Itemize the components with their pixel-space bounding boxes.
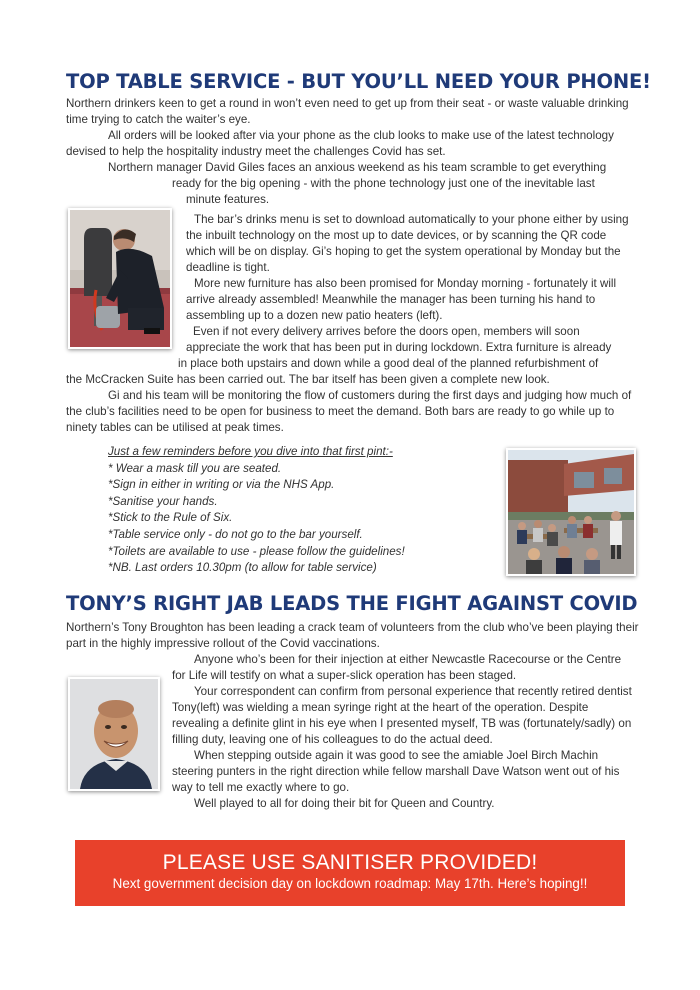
banner-subline: Next government decision day on lockdown roadmap: May 17th. Here’s hoping!! bbox=[112, 876, 588, 891]
article1-paragraph-7: Gi and his team will be monitoring the flow of customers during the first days and judging how much of the club’s facilities need to be open for business to meet the demand. Both bars are ready to go while up to ninety tables can be utilised at peak times. bbox=[66, 389, 632, 434]
reminder-item: *NB. Last orders 10.30pm (to allow for table service) bbox=[108, 561, 377, 575]
article2-paragraph-2: Anyone who’s been for their injection at either Newcastle Racecourse or the Centre for Life will testify on what a super-slick operation has been staged. bbox=[172, 653, 622, 682]
reminder-item: *Sanitise your hands. bbox=[108, 494, 218, 508]
article1-paragraph-6d: the McCracken Suite has been carried out. The bar itself has been given a complete new look. bbox=[66, 373, 550, 386]
sanitiser-banner bbox=[75, 840, 625, 906]
banner-headline: PLEASE USE SANITISER PROVIDED! bbox=[162, 851, 538, 874]
article1-headline: TOP TABLE SERVICE - BUT YOU’LL NEED YOUR PHONE! bbox=[66, 70, 651, 93]
article2-paragraph-1: Northern’s Tony Broughton has been leading a crack team of volunteers from the club who’ve been playing their part in the highly impressive rollout of the Covid vaccinations. bbox=[66, 621, 639, 650]
article2-paragraph-4: When stepping outside again it was good to see the amiable Joel Birch Machin steering punters in the right direction while fellow marshall Dave Watson went out of his way to tell me exactly where to go. bbox=[172, 749, 620, 794]
reminder-item: *Sign in either in writing or via the NHS App. bbox=[108, 478, 335, 492]
article1-paragraph-2: All orders will be looked after via your phone as the club looks to make use of the latest technology devised to help the hospitality industry meet the challenges Covid has set. bbox=[66, 129, 614, 158]
article1-paragraph-6b: appreciate the work that has been put in during lockdown. Extra furniture is already bbox=[186, 341, 612, 354]
tony-portrait-photo-image bbox=[70, 679, 158, 789]
article1-paragraph-3b: ready for the big opening - with the phone technology just one of the inevitable last bbox=[172, 177, 595, 190]
reminders-title: Just a few reminders before you dive into that first pint:- bbox=[108, 445, 393, 458]
reminder-item: * Wear a mask till you are seated. bbox=[108, 461, 282, 475]
patio-heater-photo bbox=[68, 208, 172, 349]
article1-paragraph-4: The bar’s drinks menu is set to download automatically to your phone either by using the inbuilt technology on the most up to date devices, or by scanning the QR code which will be on display. Gi’s hoping to get the system operational by Monday but the deadline is tight. bbox=[186, 213, 629, 274]
reminder-item: *Stick to the Rule of Six. bbox=[108, 511, 233, 525]
article1-paragraph-6c: in place both upstairs and down while a good deal of the planned refurbishment of bbox=[178, 357, 599, 370]
patio-crowd-photo-image bbox=[508, 450, 634, 574]
article2-paragraph-5: Well played to all for doing their bit for Queen and Country. bbox=[194, 797, 495, 810]
article2-headline: TONY’S RIGHT JAB LEADS THE FIGHT AGAINST COVID bbox=[66, 592, 638, 615]
patio-crowd-photo bbox=[506, 448, 636, 576]
tony-portrait-photo bbox=[68, 677, 160, 791]
reminder-item: *Toilets are available to use - please follow the guidelines! bbox=[108, 544, 405, 558]
article1-paragraph-3a: Northern manager David Giles faces an anxious weekend as his team scramble to get everything bbox=[108, 161, 607, 174]
reminder-item: *Table service only - do not go to the bar yourself. bbox=[108, 527, 363, 541]
patio-heater-photo-image bbox=[70, 210, 170, 347]
article1-paragraph-6a: Even if not every delivery arrives before the doors open, members will soon bbox=[193, 325, 580, 338]
article1-paragraph-1: Northern drinkers keen to get a round in won’t even need to get up from their seat - or waste valuable drinking time trying to catch the waiter’s eye. bbox=[66, 97, 629, 126]
article1-paragraph-3c: minute features. bbox=[186, 193, 270, 206]
article1-paragraph-5: More new furniture has also been promised for Monday morning - fortunately it will arrive already assembled! Meanwhile the manager has been turning his hand to assembling up to a dozen new patio heaters (left). bbox=[186, 277, 617, 322]
reminders-list bbox=[108, 444, 488, 577]
article2-paragraph-3: Your correspondent can confirm from personal experience that recently retired dentist Tony(left) was wielding a mean syringe right at the heart of the operation. Despite revealing a definite glint in his eye when I presented myself, TB was (fortunately/sadly) on filling duty, leaving one of his colleagues to do the actual deed. bbox=[172, 685, 632, 746]
